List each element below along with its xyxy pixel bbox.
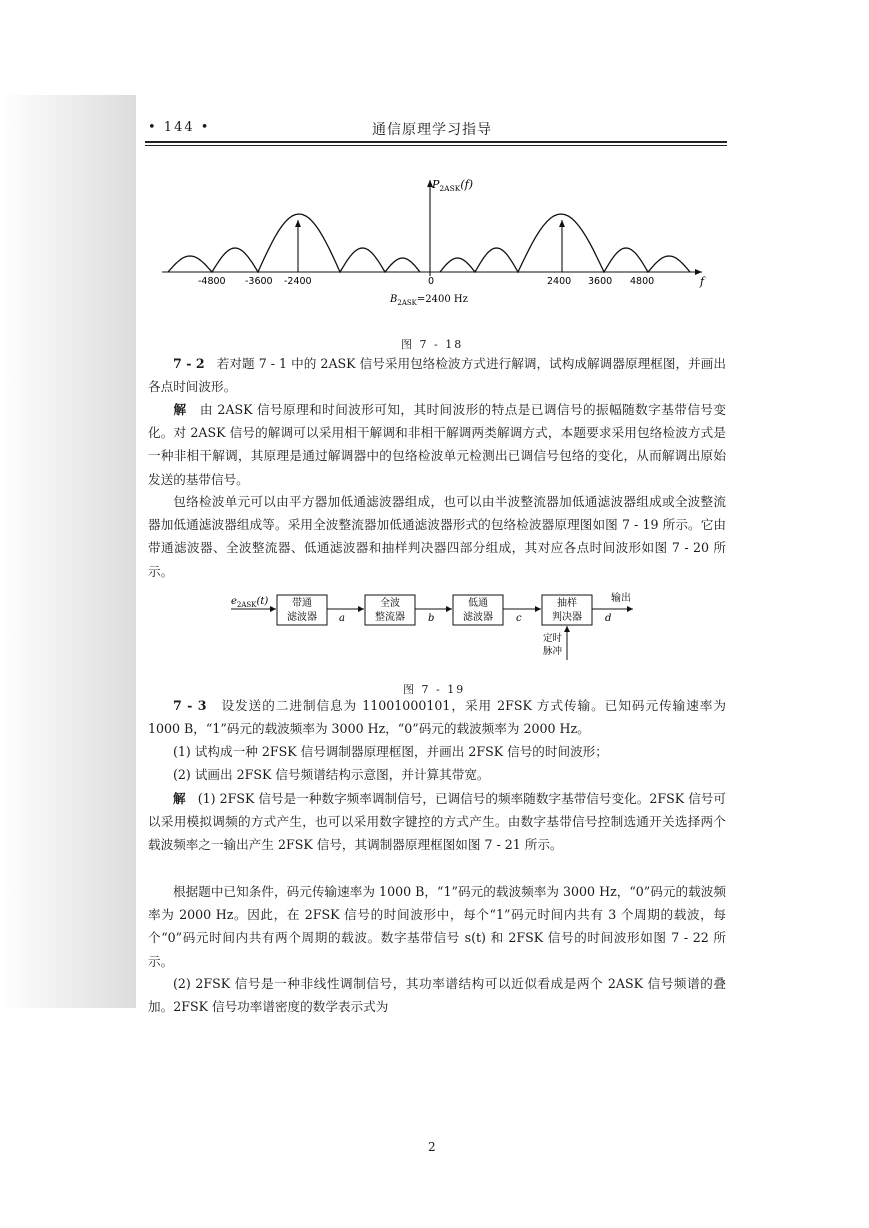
block-label: 滤波器 [287, 612, 317, 623]
bandwidth-label: $B_{2ASK}=2400$ Hz [390, 294, 468, 307]
running-book-title: 通信原理学习指导 [372, 122, 492, 138]
block-label: 低通 [468, 598, 488, 609]
question-7-3-item-1: (1) 试构成一种 2FSK 信号调制器原理框图，并画出 2FSK 信号的时间波形； [173, 744, 608, 759]
figure-caption-7-19: 图 7 - 19 [403, 683, 466, 696]
block-label: 带通 [292, 598, 312, 609]
answer-7-3-paragraph-2: 根据题中已知条件，码元传输速率为 1000 B，“1”码元的载波频率为 3000 Hz，“0”码元的载波频率为 2000 Hz。因此，在 2FSK 信号的时间波形中，每个“1”码元时间内共有 3 个周期的载波，每个“0”码元时间内共有两个周期的载波。数字基带信号 s(t) 和 2FSK 信号的时间波形如图 7 - 22 所示。 [148, 884, 726, 969]
tick-label: 0 [428, 276, 435, 287]
tick-label: -3600 [245, 276, 273, 287]
question-7-2: 7 - 2 若对题 7 - 1 中的 2ASK 信号采用包络检波方式进行解调，试构成解调器原理框图，并画出各点时间波形。 [148, 356, 726, 395]
figure-caption-7-18: 图 7 - 18 [401, 338, 464, 351]
block-label: 滤波器 [463, 612, 493, 623]
question-7-3-item-2: (2) 试画出 2FSK 信号频谱结构示意图，并计算其带宽。 [173, 767, 490, 782]
block-label: 抽样 [557, 598, 577, 609]
y-axis-label: $P_{2ASK}(f)$ [432, 178, 473, 193]
tick-label: -4800 [198, 276, 226, 287]
block-label: 全波 [380, 598, 400, 609]
answer-7-3-paragraph-3: (2) 2FSK 信号是一种非线性调制信号，其功率谱结构可以近似看成是两个 2ASK 信号频谱的叠加。2FSK 信号功率谱密度的数学表示式为 [148, 976, 726, 1015]
output-label: 输出 [611, 593, 631, 604]
timing-pulse-label: 定时 [543, 633, 563, 644]
input-signal-label: $e_{2ASK}(t)$ [231, 596, 269, 609]
footer-page-number: 2 [428, 1140, 436, 1154]
block-label: 整流器 [375, 612, 405, 623]
point-label-b: b [428, 613, 435, 624]
answer-7-2-paragraph-1: 解 由 2ASK 信号原理和时间波形可知，其时间波形的特点是已调信号的振幅随数字基带信号变化。对 2ASK 信号的解调可以采用相干解调和非相干解调两类解调方式，本题要求采用包络检波方式是一种非相干解调，其原理是通过解调器中的包络检波单元检测出已调信号包络的变化，从而解调出原始发送的基带信号。 [148, 402, 727, 487]
answer-7-3-paragraph-1: 解 (1) 2FSK 信号是一种数字频率调制信号，已调信号的频率随数字基带信号变化。2FSK 信号可以采用模拟调频的方式产生，也可以采用数字键控的方式产生。由数字基带信号控制选通开关选择两个载波频率之一输出产生 2FSK 信号，其调制器原理框图如图 7 - 21 所示。 [148, 791, 727, 853]
tick-label: 2400 [547, 276, 572, 287]
tick-label: 4800 [630, 276, 655, 287]
tick-label: 3600 [588, 276, 613, 287]
tick-label: -2400 [284, 276, 312, 287]
block-label: 判决器 [552, 612, 582, 623]
timing-pulse-label: 脉冲 [543, 646, 563, 657]
answer-7-2-paragraph-2: 包络检波单元可以由平方器加低通滤波器组成，也可以由半波整流器加低通滤波器组成或全波整流器加低通滤波器组成等。采用全波整流器加低通滤波器形式的包络检波器原理图如图 7 - 19 所示。它由带通滤波器、全波整流器、低通滤波器和抽样判决器四部分组成，其对应各点时间波形如图 7 - 20 所示。 [148, 494, 726, 579]
question-7-3: 7 - 3 设发送的二进制信息为 11001000101，采用 2FSK 方式传输。已知码元传输速率为 1000 B，“1”码元的载波频率为 3000 Hz，“0”码元的载波频率为 2000 Hz。 [148, 698, 726, 737]
running-page-number: • 144 • [148, 120, 211, 135]
point-label-d: d [605, 613, 612, 624]
point-label-c: c [516, 613, 522, 624]
point-label-a: a [339, 613, 345, 624]
x-axis-label: f [700, 275, 705, 288]
